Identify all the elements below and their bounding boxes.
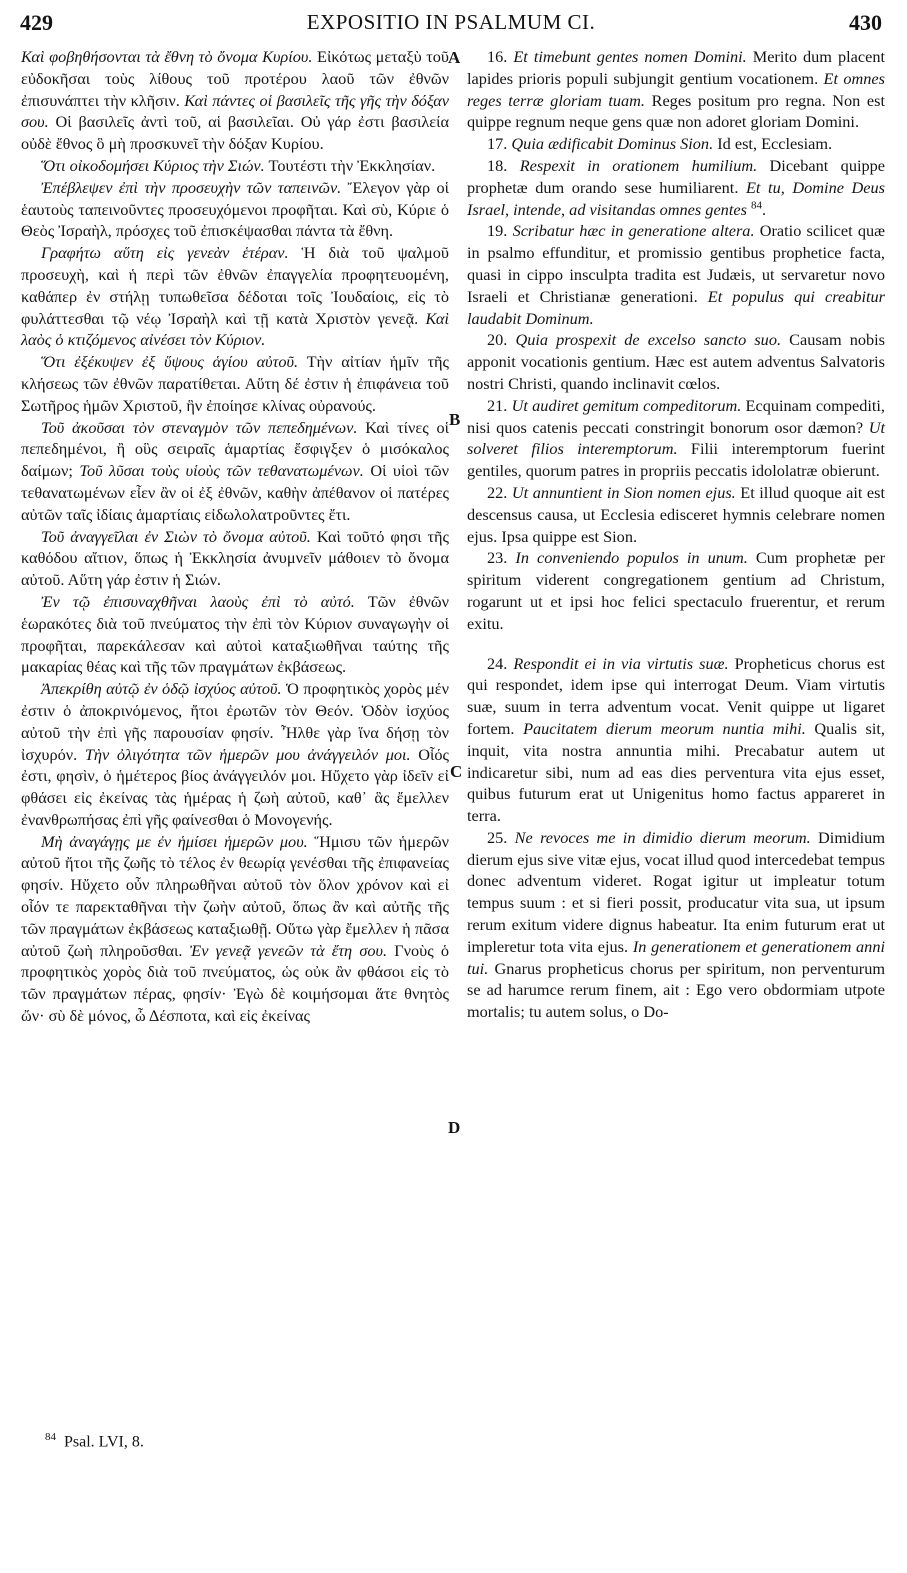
greek-commentary: Καὶ τίνες οἱ πεπεδημένοι, ἢ οὓς σειραῖς ἁμαρτίας ἔσφιγξεν ὁ μισόκαλος δαίμων; <box>21 417 449 481</box>
greek-commentary: Ἥμισυ τῶν ἡμερῶν αὐτοῦ ἤτοι τῆς ζωῆς τὸ τέλος ἐν θεωρίᾳ γενέσθαι τῆς ἐπιφανείας φησίν. Ηὔχετο οὖν πληρωθῆναι αὐτοῦ τὸν ὅλον χρόνον καὶ εἰ οἷόν τε παρεκταθῆναι τὴν ζωὴν αὐτοῦ, ὅπως ἂν καὶ αὐτῆς τῆς τῶν πραγμάτων ἐκβάσεως καταξιωθῇ. Οὕτω γὰρ ἔμελλεν ἡ πᾶσα αὐτοῦ ζωὴ πληροῦσθαι. <box>21 831 449 960</box>
latin-commentary: Et illud quoque ait est descensus causa, ut Ecclesia edisceret hymnis celebrare nomen ejus. Ipsa quippe est Sion. <box>467 482 886 546</box>
latin-lemma: In conveniendo populos in unum. <box>507 548 748 568</box>
latin-paragraph <box>467 155 885 220</box>
latin-paragraph <box>467 46 885 133</box>
greek-lemma: Γραφήτω αὕτη εἰς γενεὰν ἑτέραν. <box>41 243 289 263</box>
latin-paragraph <box>467 653 885 827</box>
greek-commentary: Τουτέστι τὴν Ἐκκλησίαν. <box>264 155 436 175</box>
greek-commentary: Εἰκότως μεταξὺ τοῦ εὐδοκῆσαι τοὺς λίθους τοῦ προτέρου λαοῦ τῶν ἐθνῶν ἐπισυνάπτει τὴν κλῆσιν. <box>21 47 449 110</box>
latin-lemma: Ut audiret gemitum compeditorum. <box>507 395 742 415</box>
latin-commentary: Gnarus propheticus chorus per spiritum, non perventurum se ad harumce rerum finem, ait : Ego vero obdormiam utpote mortalis; tu autem solus, o Do- <box>467 958 885 1022</box>
greek-paragraph <box>21 831 449 1027</box>
latin-commentary: Merito dum placent lapides prioris populi subjungit gentium vocationem. <box>467 47 885 88</box>
greek-commentary: Οἱ υἱοὶ τῶν τεθανατωμένων εἶεν ἂν οἱ ἐξ ἐθνῶν, καθὴν ἀπέθανον οἱ πατέρες αὐτῶν ταῖς ἰδίαις ἁμαρτίαις εἰδωλολατροῦντες ἔτι. <box>21 461 449 524</box>
latin-lemma: Quia ædificabit Dominus Sion. <box>507 134 714 154</box>
margin-marker-d: D <box>448 1118 461 1137</box>
greek-lemma: Ὅτι ἐξέκυψεν ἐξ ὕψους ἁγίου αὐτοῦ. <box>41 352 299 372</box>
greek-lemma: Καὶ πάντες οἱ βασιλεῖς τῆς γῆς τὴν δόξαν σου. <box>21 90 449 132</box>
verse-number: 18. <box>487 155 508 175</box>
latin-lemma: Et timebunt gentes nomen Domini. <box>507 47 747 66</box>
margin-marker-a: A <box>448 48 461 67</box>
greek-lemma: Καὶ λαὸς ὁ κτιζόμενος αἰνέσει τὸν Κύριον. <box>21 308 449 350</box>
latin-commentary: Filii interemptorum fuerint gentiles, quorum patres in propriis peccatis idololatræ obierunt. <box>467 439 886 481</box>
latin-commentary: Reges positum pro regna. Non est quippe regnum neque gens quæ non adoret gloriam Domini. <box>467 90 885 132</box>
page-number-right: 430 <box>849 10 882 35</box>
latin-lemma: Et omnes reges terræ gloriam tuam. <box>467 68 885 110</box>
verse-number: 25. <box>487 827 508 847</box>
greek-commentary: Τῶν ἐθνῶν ἑωρακότες διὰ τοῦ πνεύματος τὴν ἐπὶ τὸν Κύριον συναγωγὴν οἱ προφῆται, παρεκάλεσαν καὶ αὐτοὶ καταξιωθῆναι ταύτης τῆς μακαρίας θέας καὶ τῆς τῶν πραγμάτων ἐκβάσεως. <box>21 591 449 677</box>
latin-commentary: Qualis sit, inquit, vita nostra annuntia mihi. Precabatur autem ut indicaretur sibi, num ad eas dies perventura vita ejus esset, quibus futurum erat ut Unigenitus homo factus appareret in terra. <box>467 718 886 826</box>
greek-lemma: Ὅτι οἰκοδομήσει Κύριος τὴν Σιών. <box>41 155 265 175</box>
page-number-left: 429 <box>20 10 53 35</box>
latin-paragraph <box>467 482 885 547</box>
footnote <box>45 1431 144 1451</box>
greek-lemma: Τὴν ὀλιγότητα τῶν ἡμερῶν μου ἀνάγγειλόν μοι. <box>77 744 411 764</box>
greek-commentary: Καὶ τοῦτό φησι τῆς καθόδου αἴτιον, ὅπως ἡ Ἐκκλησία ἀνυμνεῖν μάθοιεν τὸ ὄνομα αὐτοῦ. Αὕτη γάρ ἐστιν ἡ Σιών. <box>21 526 449 590</box>
greek-commentary: Ἔλεγον γὰρ οἱ ἑαυτοὺς ταπεινοῦντες προσευχόμενοι προφῆται. Καὶ σὺ, Κύριε ὁ Θεὸς Ἰσραὴλ, πρόσχες τοῦ ἐπισκέψασθαι πάντα τὰ ἔθνη. <box>21 177 449 241</box>
latin-paragraph <box>467 547 885 634</box>
verse-number: 16. <box>487 47 508 66</box>
latin-lemma: Respexit in orationem humilium. <box>507 155 758 175</box>
latin-paragraph <box>467 133 885 155</box>
greek-commentary: Οἱ βασιλεῖς ἀντὶ τοῦ, αἱ βασιλεῖαι. Οὐ γάρ ἐστι βασιλεία οὐδὲ ἔθνος ὃ μὴ προσκυνεῖ τὴν δόξαν Κυρίου. <box>21 112 449 154</box>
greek-column <box>21 46 449 1027</box>
greek-paragraph <box>21 417 449 526</box>
greek-paragraph <box>21 678 449 831</box>
verse-number: 17. <box>487 134 508 154</box>
greek-lemma: Τοῦ λῦσαι τοὺς υἱοὺς τῶν τεθανατωμένων. <box>72 461 364 481</box>
verse-number: 20. <box>487 330 508 350</box>
verse-number: 22. <box>487 482 508 502</box>
greek-paragraph <box>21 526 449 591</box>
greek-lemma: Μὴ ἀναγάγῃς με ἐν ἡμίσει ἡμερῶν μου. <box>41 831 308 851</box>
latin-paragraph <box>467 329 885 394</box>
greek-commentary: Ἡ διὰ τοῦ ψαλμοῦ προσευχὴ, καὶ ἡ περὶ τῶν ἐθνῶν ἐπαγγελία προφητευομένη, καθάπερ ἐν στήλῃ τυπωθεῖσα δέδοται τοῖς Ἰουδαίοις, εἰς τὸ φυλάττεσθαι τῷ νέῳ Ἰσραὴλ καὶ τῇ κατὰ Χριστὸν γενεᾷ. <box>21 243 449 328</box>
greek-lemma: Ἐν τῷ ἐπισυναχθῆναι λαοὺς ἐπὶ τὸ αὐτό. <box>41 591 355 611</box>
verse-number: 19. <box>487 221 508 241</box>
latin-commentary: Cum prophetæ per spiritum viderent congregationem gentium ad Christum, rogarunt ut et ipsi hoc felici spectaculo fruerentur, et rerum exitu. <box>467 548 885 633</box>
latin-commentary: Causam nobis apponit vocationis gentium. Hæc est autem adventus Salvatoris nostri Christi, quando inclinavit cœlos. <box>467 330 885 393</box>
footnote-mark: 84 <box>45 1431 56 1443</box>
latin-column <box>467 46 885 1023</box>
greek-paragraph <box>21 177 449 242</box>
greek-commentary: Οἷός ἐστι, φησὶν, ὁ ἡμέτερος βίος ἀνάγγειλόν μοι. Ηὔχετο γὰρ ἰδεῖν εἰ φθάσει εἰς ἐκείνας τὰς ἡμέρας ἡ ζωὴ αὐτοῦ, καθ᾽ ἃς ἔμελλεν ἐνανθρωπήσας ἐπὶ γῆς φαίνεσθαι ὁ Μονογενής. <box>21 744 449 829</box>
greek-paragraph <box>21 155 449 177</box>
greek-commentary: Τὴν αἰτίαν ἡμῖν τῆς κλήσεως τῶν ἐθνῶν παρατίθεται. Αὕτη δέ ἐστιν ἡ ἐπιφάνεια τοῦ Σωτῆρος ἡμῶν Χριστοῦ, ἣν ἐποίησε κλίνας οὐρανούς. <box>21 352 450 415</box>
latin-punctuation: . <box>761 199 767 219</box>
latin-lemma: Ut solveret filios interemptorum. <box>467 417 885 459</box>
latin-lemma: Paucitatem dierum meorum nuntia mihi. <box>514 718 806 738</box>
latin-lemma: Ne revoces me in dimidio dierum meorum. <box>507 827 811 847</box>
latin-commentary: Id est, Ecclesiam. <box>713 134 833 154</box>
greek-paragraph <box>21 591 449 678</box>
footnote-reference: 84 <box>750 199 762 212</box>
latin-lemma: Respondit ei in via virtutis suæ. <box>507 653 729 673</box>
greek-lemma: Ἀπεκρίθη αὐτῷ ἐν ὁδῷ ἰσχύος αὐτοῦ. <box>41 679 282 699</box>
margin-marker-b: B <box>449 410 461 429</box>
greek-lemma: Ἐπέβλεψεν ἐπὶ τὴν προσευχὴν τῶν ταπεινῶν. <box>41 177 342 197</box>
greek-paragraph <box>21 351 449 416</box>
latin-lemma: Et tu, Domine Deus Israel, intende, ad visitandas omnes gentes <box>467 177 885 219</box>
greek-lemma: Ἐν γενεᾷ γενεῶν τὰ ἔτη σου. <box>182 940 388 960</box>
latin-lemma: Et populus qui creabitur laudabit Dominum. <box>467 286 886 328</box>
verse-number: 24. <box>487 653 508 673</box>
latin-lemma: In generationem et generationem anni tui. <box>467 936 885 978</box>
greek-paragraph <box>21 242 449 351</box>
running-title: EXPOSITIO IN PSALMUM CI. <box>306 10 596 34</box>
greek-paragraph <box>21 46 449 155</box>
greek-commentary: Γνοὺς ὁ προφητικὸς χορὸς διὰ τοῦ πνεύματος, ὡς οὐκ ἂν φθάσοι εἰς τὸ τῶν πραγμάτων πέρας, φησίν· Ἐγὼ δὲ κοιμήσομαι ἅτε θνητὸς ὤν· σὺ δὲ μόνος, ὦ Δέσποτα, καὶ εἰς ἐκείνας <box>21 940 449 1026</box>
verse-number: 23. <box>487 548 508 568</box>
latin-commentary: Dimidium dierum ejus sive vitæ ejus, vocat illud quod intercedebat tempus donec adventum videret. Rogat igitur ut impleatur totum tempus suum : et si fieri possit, producatur vita sua, ut ipsum rerum exitum videre dignus habeatur. Ita enim futurum erat ut impleretur tota vita ejus. <box>467 827 885 956</box>
latin-commentary: Oratio scilicet quæ in psalmo effunditur, et promissio gentibus prophetice facta, quasi in cippo insculpta tradita est Judæis, ut servaretur novo Israeli et Christianæ generationi. <box>467 221 885 306</box>
latin-paragraph <box>467 395 885 482</box>
latin-lemma: Quia prospexit de excelso sancto suo. <box>507 330 782 350</box>
latin-paragraph <box>467 827 885 1023</box>
greek-lemma: Τοῦ ἀναγγεῖλαι ἐν Σιὼν τὸ ὄνομα αὐτοῦ. <box>41 526 311 546</box>
margin-marker-c: C <box>450 762 463 781</box>
verse-number: 21. <box>487 395 508 415</box>
latin-lemma: Ut annuntient in Sion nomen ejus. <box>507 482 736 502</box>
latin-commentary: Propheticus chorus est qui respondet, idem ipse qui interrogat Deum. Viam virtutis suæ, suum in terra adventum vocat. Venit quippe ut ligaret fortem. <box>467 653 885 738</box>
latin-commentary: Dicebant quippe prophetæ dum orando sese humiliarent. <box>467 155 885 197</box>
latin-paragraph <box>467 220 885 329</box>
greek-commentary: Ὁ προφητικὸς χορὸς μέν ἐστιν ὁ ἀποκρινόμενος, ἤτοι ἐρωτῶν τὸν Θεόν. Ὁδὸν ἰσχύος αὐτοῦ τὴν ἐπὶ γῆς παρουσίαν φησίν. Ἦλθε γὰρ ἵνα δήσῃ τὸν ἰσχυρόν. <box>21 679 450 764</box>
latin-commentary: Ecquinam compediti, nisi quos catenis peccati constringit bonorum osor dæmon? <box>467 395 885 437</box>
footnote-text: Psal. LVI, 8. <box>64 1433 144 1451</box>
greek-lemma: Τοῦ ἀκοῦσαι τὸν στεναγμὸν τῶν πεπεδημένων. <box>41 417 358 437</box>
page-header <box>20 10 882 44</box>
latin-lemma: Scribatur hæc in generatione altera. <box>507 221 755 241</box>
greek-lemma: Καὶ φοβηθήσονται τὰ ἔθνη τὸ ὄνομα Κυρίου. <box>21 47 313 66</box>
